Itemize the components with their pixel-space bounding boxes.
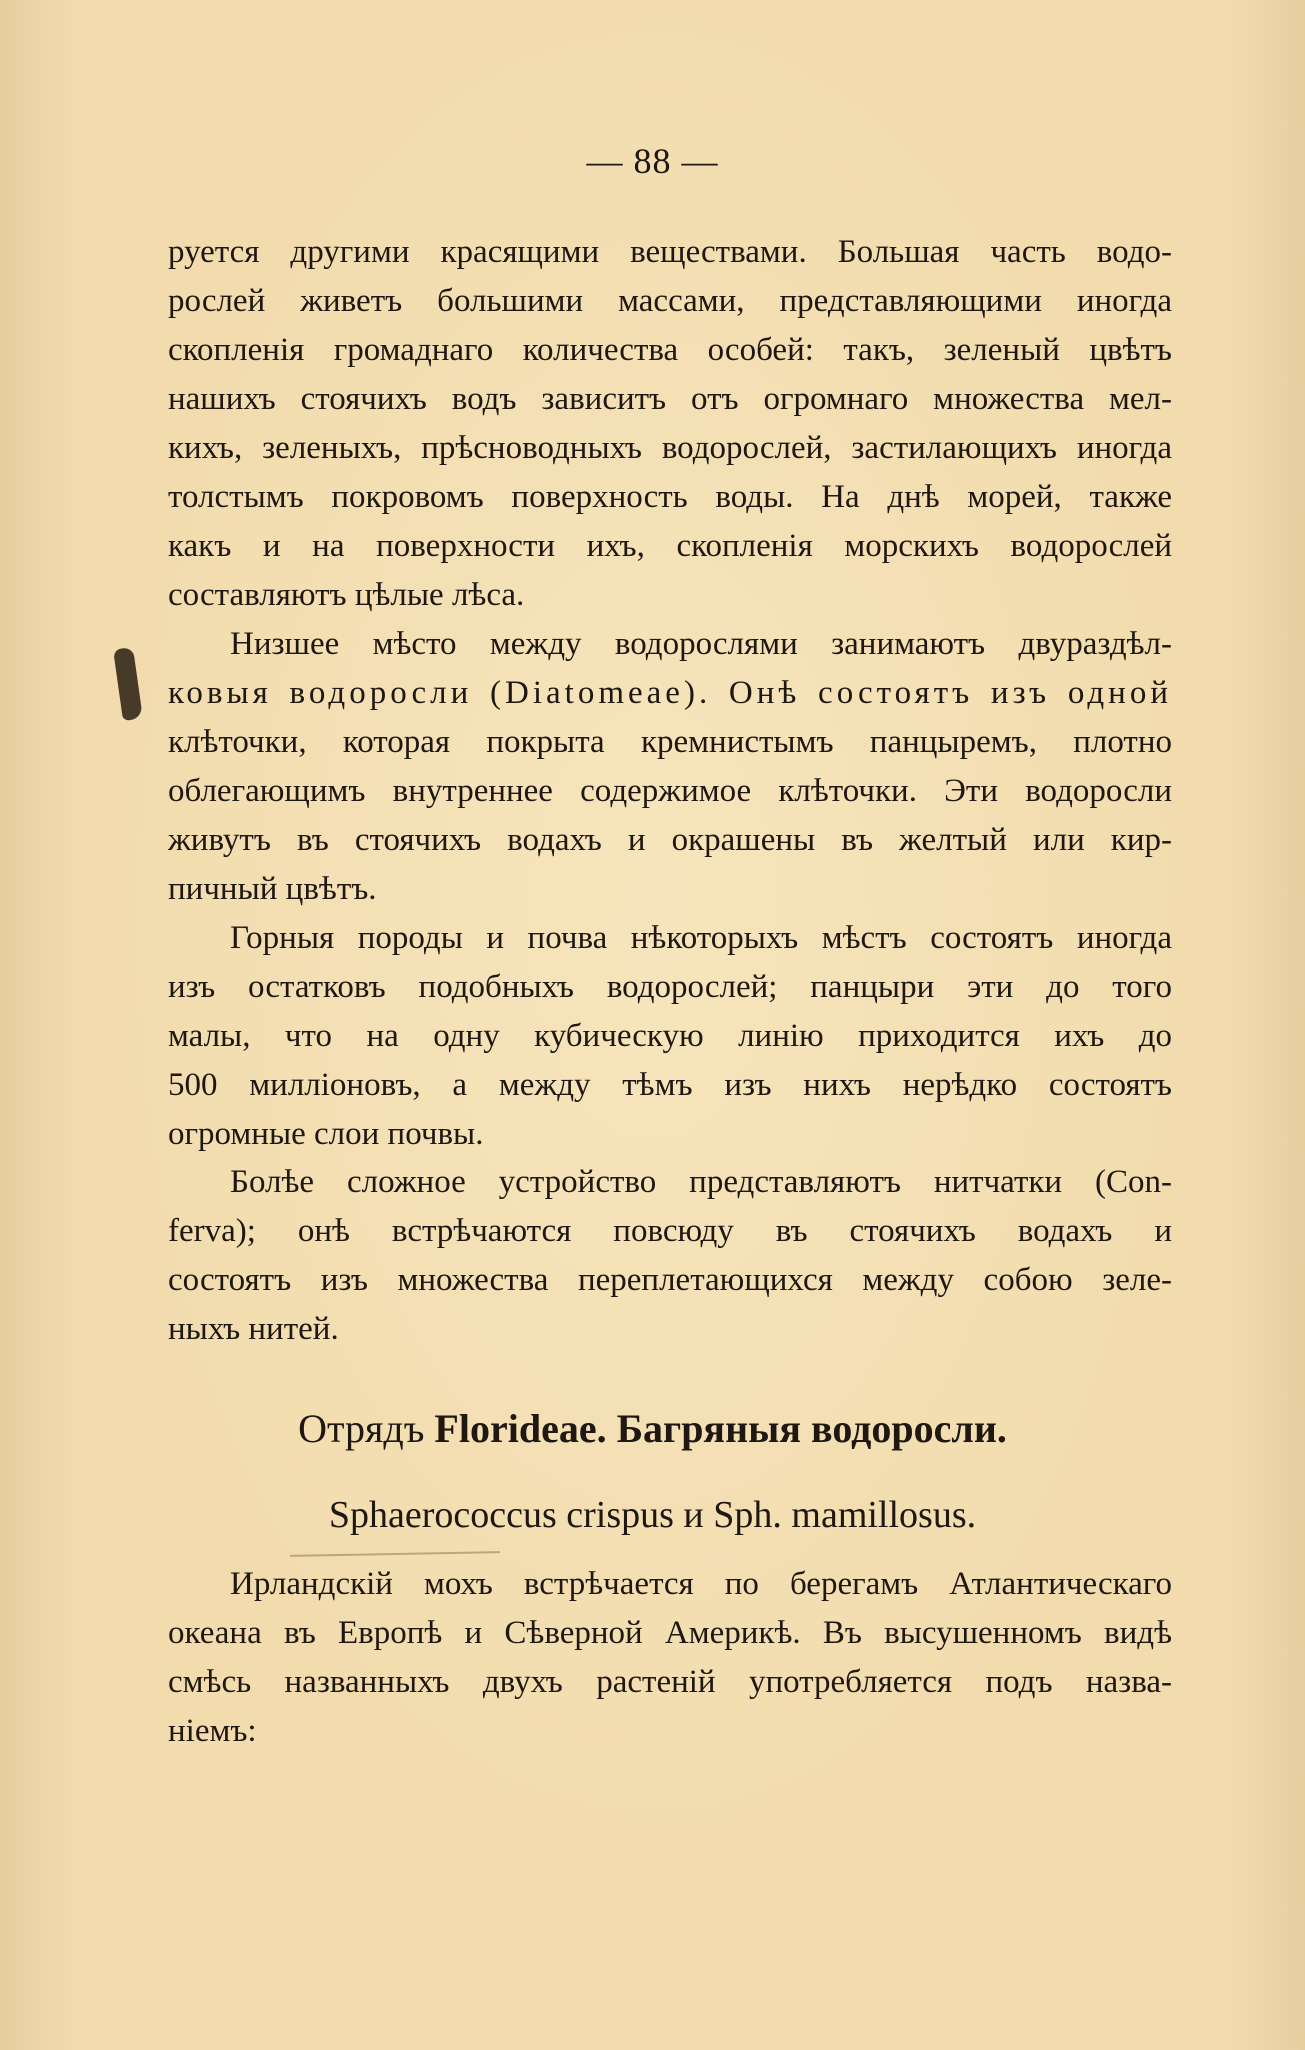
paragraph-algae-masses — [168, 228, 1172, 620]
paragraph-conferva — [168, 1158, 1172, 1354]
text-line: клѣточки, которая покрыта кремнистымъ панцыремъ, плотно — [168, 724, 1172, 760]
text-line: смѣсь названныхъ двухъ растеній употребляется подъ назва- — [168, 1664, 1172, 1700]
text-line: нашихъ стоячихъ водъ зависитъ отъ огромнаго множества мел- — [168, 381, 1172, 417]
heading-latin-name: Florideae. — [434, 1406, 607, 1451]
text-line: руется другими красящими веществами. Большая часть водо- — [168, 234, 1172, 270]
ink-blot-mark — [113, 647, 143, 721]
text-line: состоятъ изъ множества переплетающихся между собою зеле- — [168, 1262, 1172, 1298]
text-line: океана въ Европѣ и Сѣверной Америкѣ. Въ высушенномъ видѣ — [168, 1615, 1172, 1651]
paragraph-diatomeae — [168, 620, 1172, 914]
text-line: огромные слои почвы. — [168, 1116, 484, 1152]
text-line: живутъ въ стоячихъ водахъ и окрашены въ желтый или кир- — [168, 822, 1172, 858]
text-line: толстымъ покровомъ поверхность воды. На днѣ морей, также — [168, 479, 1172, 515]
section-heading-florideae — [0, 1405, 1305, 1452]
text-line: скопленія громаднаго количества особей: такъ, зеленый цвѣтъ — [168, 332, 1172, 368]
text-line: рослей живетъ большими массами, представляющими иногда — [168, 283, 1172, 319]
text-line: Горныя породы и почва нѣкоторыхъ мѣстъ состоятъ иногда — [230, 920, 1172, 956]
text-line: кихъ, зеленыхъ, прѣсноводныхъ водорослей, застилающихъ иногда — [168, 430, 1172, 466]
paragraph-irish-moss — [168, 1560, 1172, 1756]
text-line: ковыя водоросли (Diatomeae). Онѣ состоятъ изъ одной — [168, 675, 1172, 711]
page-number: — 88 — — [586, 141, 719, 181]
heading-prefix: Отрядъ — [298, 1406, 425, 1451]
text-line: Болѣе сложное устройство представляютъ нитчатки (Con- — [230, 1164, 1172, 1200]
heading-russian-name: Багряныя водоросли. — [616, 1406, 1007, 1451]
text-line: малы, что на одну кубическую линію приходится ихъ до — [168, 1018, 1172, 1054]
text-line: составляютъ цѣлые лѣса. — [168, 577, 525, 613]
text-line: Ирландскій мохъ встрѣчается по берегамъ Атлантическаго — [230, 1566, 1172, 1602]
text-line: облегающимъ внутреннее содержимое клѣточки. Эти водоросли — [168, 773, 1172, 809]
text-line: Низшее мѣсто между водорослями занимаютъ двураздѣл- — [230, 626, 1172, 662]
paragraph-rock-formations — [168, 914, 1172, 1159]
species-heading: Sphaerococcus crispus и Sph. mamillosus. — [328, 1494, 977, 1536]
text-line: изъ остатковъ подобныхъ водорослей; панцыри эти до того — [168, 969, 1172, 1005]
text-line: 500 милліоновъ, а между тѣмъ изъ нихъ нерѣдко состоятъ — [168, 1067, 1172, 1103]
pencil-underline-mark — [290, 1551, 500, 1557]
text-line: ferva); онѣ встрѣчаются повсюду въ стоячихъ водахъ и — [168, 1213, 1172, 1249]
text-line: ніемъ: — [168, 1713, 257, 1749]
text-line: ныхъ нитей. — [168, 1311, 339, 1347]
text-line: какъ и на поверхности ихъ, скопленія морскихъ водорослей — [168, 528, 1172, 564]
text-line: пичный цвѣтъ. — [168, 871, 377, 907]
